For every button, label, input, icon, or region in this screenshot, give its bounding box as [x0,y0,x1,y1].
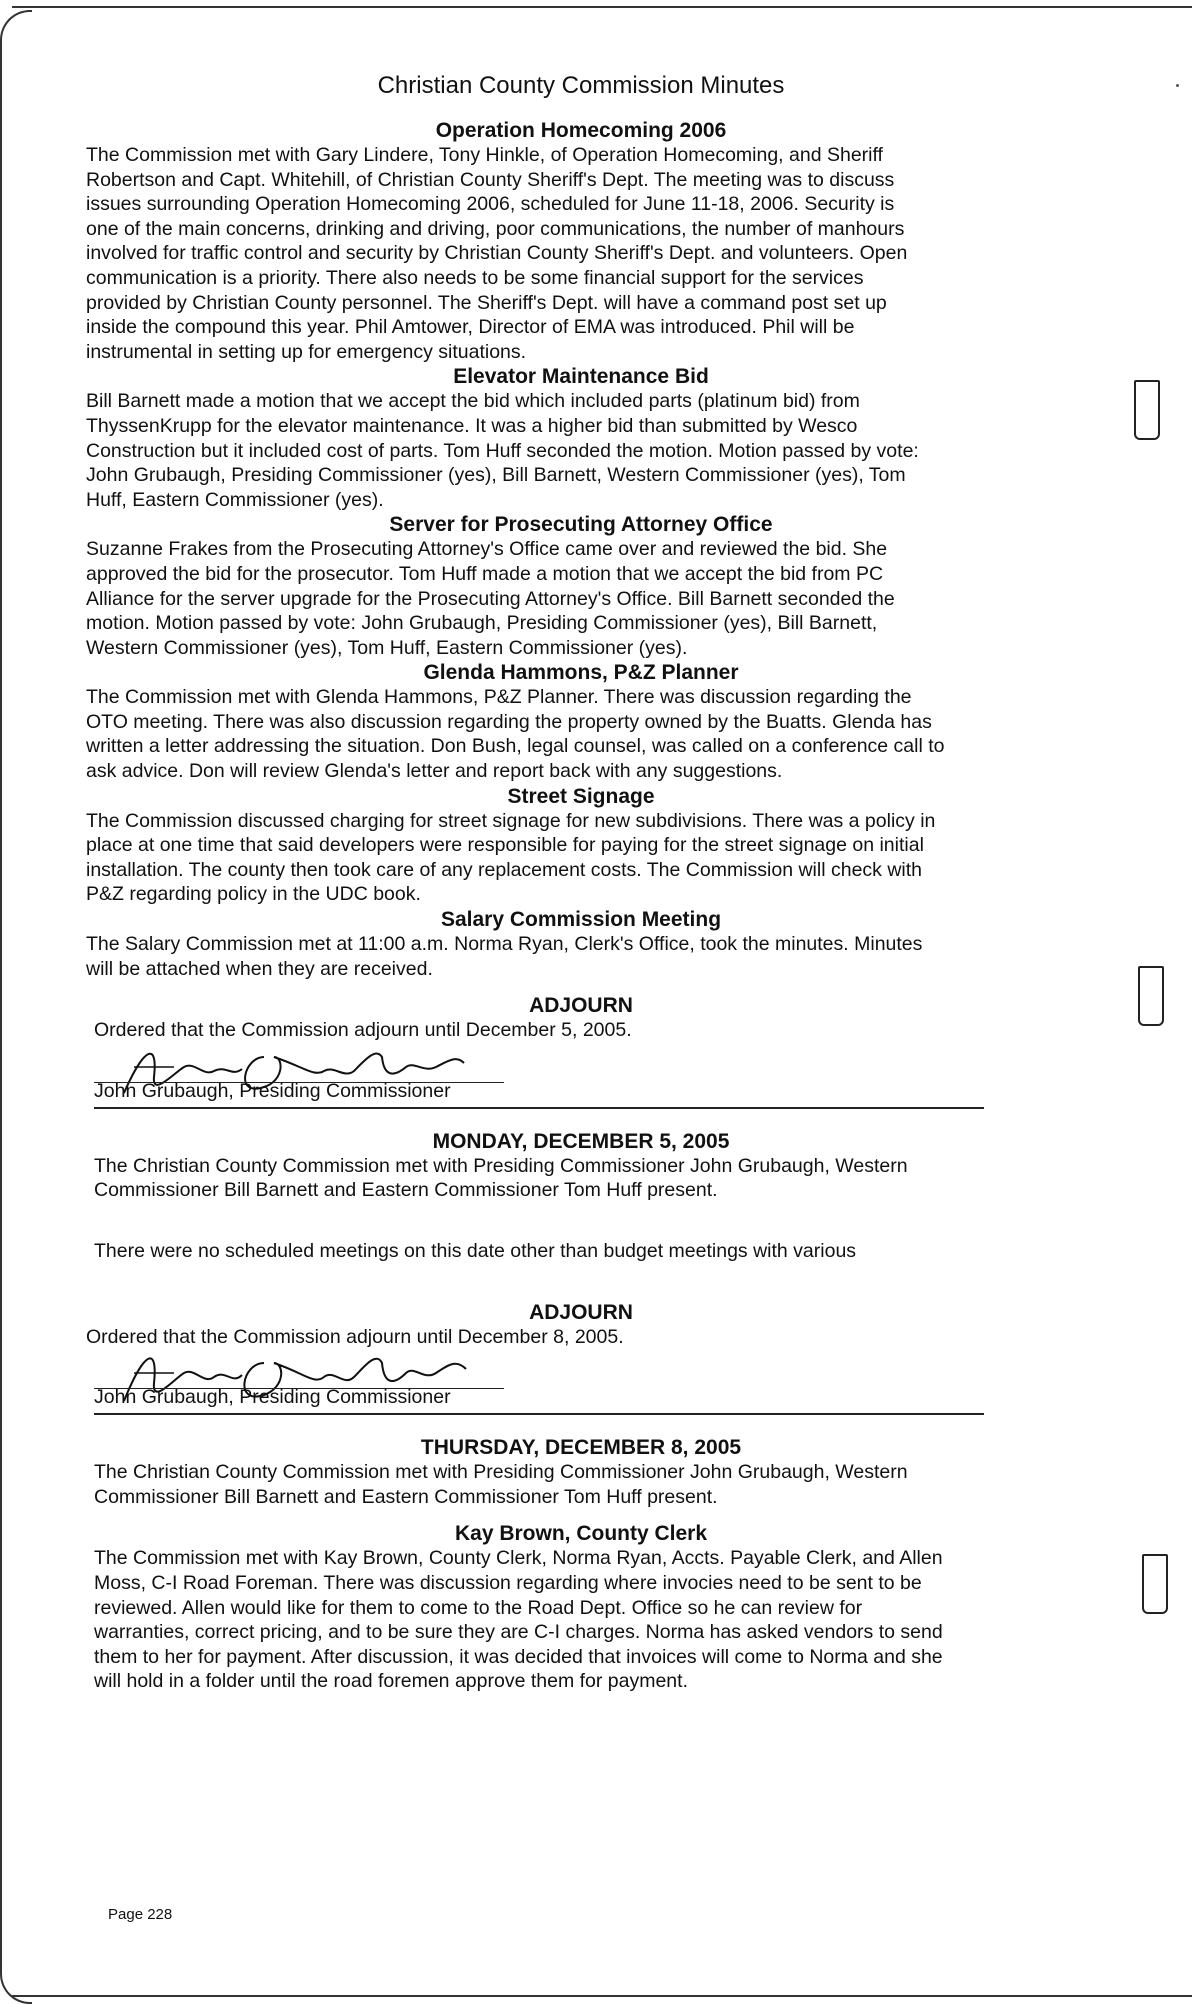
paragraph-line: reviewed. Allen would like for them to come to the Road Dept. Office so he can review for [94,1596,863,1619]
section-monday [86,1129,1076,1264]
paragraph-line: The Christian County Commission met with Presiding Commissioner John Grubaugh, Western [94,1154,908,1177]
paragraph-line: The Salary Commission met at 11:00 a.m. Norma Ryan, Clerk's Office, took the minutes. Minutes [86,933,923,956]
section-thursday [86,1435,1076,1509]
paragraph-line: issues surrounding Operation Homecoming 2006, scheduled for June 11-18, 2006. Security is [86,193,895,216]
section-heading: ADJOURN [529,1300,633,1324]
section-heading: Street Signage [507,784,655,808]
section-heading: ADJOURN [529,994,633,1018]
paragraph-line: instrumental in setting up for emergency situations. [86,340,527,363]
margin-bracket-mark [1138,966,1164,1026]
section-operation-homecoming [86,118,1076,364]
signature-block [94,1045,984,1103]
paragraph-line: will hold in a folder until the road foremen approve them for payment. [94,1670,688,1693]
section-heading: Server for Prosecuting Attorney Office [389,513,773,537]
paragraph-line: place at one time that said developers were responsible for paying for the street signage on initial [86,834,924,857]
paragraph-line: Construction but it included cost of parts. Tom Huff seconded the motion. Motion passed by vote: [86,439,919,462]
paragraph-line: The Christian County Commission met with Presiding Commissioner John Grubaugh, Western [94,1461,908,1484]
paragraph-line: provided by Christian County personnel. The Sheriff's Dept. will have a command post set up [86,291,887,314]
paragraph-line: ask advice. Don will review Glenda's letter and report back with any suggestions. [86,760,783,783]
signature-name: John Grubaugh, Presiding Commissioner [94,1079,451,1102]
paragraph-line: Commissioner Bill Barnett and Eastern Commissioner Tom Huff present. [94,1485,718,1508]
paragraph-line: installation. The county then took care of any replacement costs. The Commission will check with [86,858,923,881]
paragraph-line: P&Z regarding policy in the UDC book. [86,883,421,906]
section-adjourn-1 [86,993,1076,1103]
paragraph-line: approved the bid for the prosecutor. Tom Huff made a motion that we accept the bid from PC [86,562,884,585]
paragraph-line: The Commission met with Glenda Hammons, P&Z Planner. There was discussion regarding the [86,686,912,709]
paragraph-line: them to her for payment. After discussion, it was decided that invoices will come to Norma and she [94,1645,943,1668]
paragraph-line: Western Commissioner (yes), Tom Huff, Eastern Commissioner (yes). [86,636,688,659]
paragraph-line: John Grubaugh, Presiding Commissioner (yes), Bill Barnett, Western Commissioner (yes), Tom [86,464,906,487]
section-kay-brown [86,1521,1076,1694]
section-divider [94,1413,984,1415]
paragraph-line: The Commission met with Kay Brown, County Clerk, Norma Ryan, Accts. Payable Clerk, and Allen [94,1547,943,1570]
paragraph-line: The Commission met with Gary Lindere, Tony Hinkle, of Operation Homecoming, and Sheriff [86,144,883,166]
paragraph-line: Suzanne Frakes from the Prosecuting Attorney's Office came over and reviewed the bid. She [86,538,888,561]
signature-name: John Grubaugh, Presiding Commissioner [94,1386,451,1409]
paragraph-line: involved for traffic control and security by Christian County Sheriff's Dept. and volunteers. Open [86,242,908,265]
paragraph-line: The Commission discussed charging for street signage for new subdivisions. There was a policy in [86,809,936,832]
section-heading: Kay Brown, County Clerk [454,1522,708,1546]
section-adjourn-2 [86,1300,1076,1410]
monday-note: There were no scheduled meetings on this date other than budget meetings with various [94,1240,857,1262]
margin-bracket-mark [1134,380,1160,440]
paragraph-line: motion. Motion passed by vote: John Grubaugh, Presiding Commissioner (yes), Bill Barnett, [86,612,878,635]
section-divider [94,1107,984,1109]
page-number: Page 228 [108,1906,173,1923]
document-title: Christian County Commission Minutes [377,72,785,99]
paragraph-line: Moss, C-I Road Foreman. There was discussion regarding where invocies need to be sent to be [94,1571,922,1594]
page-border-left [0,10,32,2004]
paragraph-line: will be attached when they are received. [86,957,433,980]
paragraph-line: warranties, correct pricing, and to be sure they are C-I charges. Norma has asked vendors to send [94,1621,943,1644]
section-heading: THURSDAY, DECEMBER 8, 2005 [420,1436,742,1460]
section-salary-commission [86,907,1076,981]
margin-bracket-mark [1142,1554,1168,1614]
paragraph-line: Huff, Eastern Commissioner (yes). [86,488,384,511]
paragraph-line: inside the compound this year. Phil Amtower, Director of EMA was introduced. Phil will be [86,316,855,339]
page-border-top [12,6,1192,8]
adjourn-order: Ordered that the Commission adjourn until December 5, 2005. [94,1019,632,1042]
section-street-signage [86,784,1076,907]
paragraph-line: Robertson and Capt. Whitehill, of Christian County Sheriff's Dept. The meeting was to discuss [86,168,895,191]
section-glenda-hammons [86,660,1076,783]
document-body [86,72,1076,1694]
section-elevator-bid [86,364,1076,512]
paragraph-line: written a letter addressing the situation. Don Bush, legal counsel, was called on a conference call to [86,735,945,758]
paragraph-line: ThyssenKrupp for the elevator maintenance. It was a higher bid than submitted by Wesco [86,414,858,437]
section-heading: MONDAY, DECEMBER 5, 2005 [432,1129,730,1153]
paragraph-line: Commissioner Bill Barnett and Eastern Commissioner Tom Huff present. [94,1179,718,1202]
signature-block [94,1351,984,1409]
paragraph-line: one of the main concerns, drinking and driving, poor communications, the number of manhours [86,217,905,240]
section-heading: Operation Homecoming 2006 [435,119,727,142]
scan-speck [1176,84,1179,87]
section-server-pa [86,512,1076,660]
section-heading: Glenda Hammons, P&Z Planner [423,661,739,685]
page-border-bottom [12,1995,1192,1997]
paragraph-line: Bill Barnett made a motion that we accept the bid which included parts (platinum bid) from [86,390,860,413]
paragraph-line: communication is a priority. There also needs to be some financial support for the services [86,266,864,289]
section-heading: Salary Commission Meeting [440,908,722,932]
section-heading: Elevator Maintenance Bid [453,365,709,389]
paragraph-line: Alliance for the server upgrade for the Prosecuting Attorney's Office. Bill Barnett seconded the [86,587,895,610]
paragraph-line: OTO meeting. There was also discussion regarding the property owned by the Buatts. Glenda has [86,710,932,733]
adjourn-order: Ordered that the Commission adjourn until December 8, 2005. [86,1325,624,1348]
